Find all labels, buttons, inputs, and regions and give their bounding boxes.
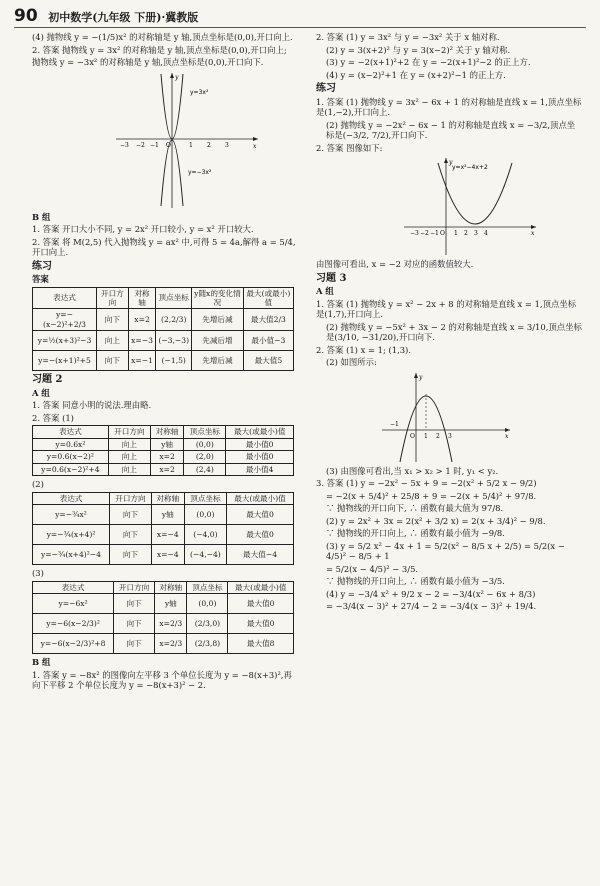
tick-label: 1 [189, 141, 193, 149]
table-cell: 最大值0 [228, 614, 294, 634]
answer-line: (3) 由图像可看出,当 x₁ > x₂ > 1 时, y₁ < y₂. [326, 465, 499, 476]
table-cell: 最大值0 [227, 505, 294, 525]
answer-line: = −2(x + 5/4)² + 25/8 + 9 = −2(x + 5/4)² + 97/8. [326, 490, 537, 501]
practice-table [32, 287, 294, 372]
right-column [316, 32, 582, 614]
section-heading: 习题 2 [32, 374, 63, 386]
table-cell: 向下 [97, 309, 129, 331]
answer-line: 1. 答案 开口大小不同, y = 2x² 开口较小, y = x² 开口较大. [32, 224, 254, 234]
table-cell: x=2/3 [155, 614, 187, 634]
table-cell: x=2 [128, 309, 156, 331]
table-header: 开口方向 [97, 287, 129, 309]
left-column [32, 32, 297, 693]
tick-label: −3 [410, 230, 419, 237]
table-cell: (0,0) [184, 438, 226, 450]
table-header: 表达式 [33, 426, 109, 438]
group-heading: B 组 [32, 211, 51, 222]
table-cell: y=−(x+1)²+5 [33, 351, 97, 371]
table-cell: 向下 [110, 545, 152, 565]
table-cell: (−3,−3) [156, 331, 192, 351]
table-cell: y轴 [151, 505, 184, 525]
answer-line: = −3/4(x − 3)² + 27/4 − 2 = −3/4(x − 3)² + 19/4. [326, 601, 537, 611]
tick-label: 3 [225, 141, 229, 149]
table-cell: y=−6x² [33, 594, 114, 614]
answer-line: 2. 答案 将 M(2,5) 代入抛物线 y = ax² 中,可得 5 = 4a,解得 a = 5/4,开口向上. [32, 236, 296, 257]
table-header-row [33, 492, 294, 504]
parabola-graph-1 [400, 155, 540, 259]
table-cell: 向下 [97, 351, 129, 371]
answer-line: (4) 抛物线 y = −(1/5)x² 的对称轴是 y 轴,顶点坐标是(0,0),开口向上. [32, 32, 293, 42]
table-cell: 向上 [108, 463, 150, 475]
table-cell: y=0.6x² [33, 438, 109, 450]
table-row [33, 438, 294, 450]
table-header: 顶点坐标 [184, 492, 226, 504]
table-cell: x=−3 [128, 331, 156, 351]
answer-line: (2) 如图所示: [326, 357, 377, 367]
tick-label: −3 [120, 141, 129, 149]
table-row [33, 451, 294, 463]
tick-label: −2 [136, 141, 145, 149]
tick-label: −1 [430, 230, 439, 237]
table-cell: x=−4 [151, 545, 184, 565]
table-cell: (2/3,8) [187, 634, 228, 654]
answer-line: 2. 答案 (1) x = 1; (1,3). [316, 344, 411, 355]
table-cell: (2/3,0) [187, 614, 228, 634]
table-cell: y=−¾(x+4)² [33, 525, 110, 545]
page-number: 90 [14, 6, 38, 26]
curve-label-top: y=3x² [190, 88, 209, 96]
answer-line: 2. 答案 (1) y = 3x² 与 y = −3x² 关于 x 轴对称. [316, 32, 500, 42]
table-cell: 最大值0 [228, 594, 294, 614]
parabola-graph-2 [376, 370, 516, 466]
answer-line: (2) y = 2x² + 3x = 2(x² + 3/2 x) = 2(x + 3/4)² − 9/8. [326, 515, 546, 526]
subpart-label: (3) [32, 568, 44, 579]
answer-line: 1. 答案 (1) 抛物线 y = x² − 2x + 8 的对称轴是直线 x = 1,顶点坐标是(1,7),开口向上. [316, 298, 577, 319]
section-heading: 习题 3 [316, 272, 347, 284]
table-cell: 最小值0 [226, 451, 294, 463]
tick-label: 2 [436, 432, 440, 440]
answer-line: 1. 答案 同意小明的说法.理由略. [32, 400, 152, 411]
table-cell: 最小值−3 [243, 331, 293, 351]
table-header: y随x的变化情况 [192, 287, 244, 309]
book-title: 初中数学(九年级 下册)·冀教版 [48, 11, 199, 24]
table-header: 对称轴 [155, 581, 187, 593]
exercise-table-1 [32, 425, 294, 476]
answer-line: 抛物线 y = −3x² 的对称轴是 y 轴,顶点坐标是(0,0),开口向下. [32, 57, 264, 67]
table-cell: 最大值−4 [227, 545, 294, 565]
table-cell: x=−4 [151, 525, 184, 545]
table-cell: 最大值0 [227, 525, 294, 545]
page-header [14, 6, 198, 27]
tick-label: −2 [420, 230, 429, 237]
y-axis-label: y [175, 73, 179, 81]
table-cell: (−4,−4) [184, 545, 226, 565]
table-cell: 最大值2/3 [243, 309, 293, 331]
exercise-table-2 [32, 492, 294, 565]
x-axis-label: x [531, 230, 535, 237]
table-header-row [33, 581, 294, 593]
origin-label: O [410, 432, 415, 440]
table-cell: 最小值0 [226, 438, 294, 450]
answer-line: (2) 抛物线 y = −2x² − 6x − 1 的对称轴是直线 x = −3/2,顶点坐标是(−3/2, 7/2),开口向下. [326, 119, 576, 140]
table-cell: 最大值8 [228, 634, 294, 654]
answer-line: 3. 答案 (1) y = −2x² − 5x + 9 = −2(x² + 5/2 x − 9/2) [316, 478, 537, 488]
table-header: 对称轴 [151, 492, 184, 504]
answer-line: 1. 答案 y = −8x² 的图像向左平移 3 个单位长度为 y = −8(x+3)²,再向下平移 2 个单位长度为 y = −8(x+3)² − 2. [32, 669, 292, 691]
table-header: 最大(或最小)值 [226, 426, 294, 438]
table-cell: (2,4) [184, 463, 226, 475]
table-cell: 向下 [110, 525, 152, 545]
table-header: 开口方向 [114, 581, 155, 593]
answer-line: = 5/2(x − 4/5)² − 3/5. [326, 563, 419, 574]
table-cell: 向上 [108, 438, 150, 450]
table-header: 表达式 [33, 581, 114, 593]
tick-label: 2 [207, 141, 211, 149]
table-header-row [33, 287, 294, 309]
table-cell: 向上 [97, 331, 129, 351]
table-row [33, 594, 294, 614]
tick-label: 4 [484, 230, 488, 237]
table-cell: (2,2/3) [156, 309, 192, 331]
answer-line: 1. 答案 (1) 抛物线 y = 3x² − 6x + 1 的对称轴是直线 x = 1,顶点坐标是(1,−2),开口向上. [316, 96, 582, 117]
answer-line: (4) y = −3/4 x² + 9/2 x − 2 = −3/4(x² − 6x + 8/3) [326, 588, 536, 599]
table-cell: y=0.6(x−2)² [33, 451, 109, 463]
table-cell: y轴 [151, 438, 184, 450]
table-cell: (0,0) [187, 594, 228, 614]
table-cell: x=2 [151, 463, 184, 475]
table-cell: (−4,0) [184, 525, 226, 545]
table-cell: (0,0) [184, 505, 226, 525]
answer-line: ∵ 抛物线的开口向上, ∴ 函数有最小值为 −3/5. [326, 576, 505, 586]
table-cell: y=−¾x² [33, 505, 110, 525]
tick-label: 3 [448, 432, 452, 440]
tick-label: 1 [424, 432, 428, 440]
table-row [33, 505, 294, 525]
table-row [33, 309, 294, 331]
answer-label: 答案 [32, 274, 49, 284]
table-row [33, 525, 294, 545]
origin-label: O [440, 230, 445, 237]
table-header: 最大(或最小)值 [227, 492, 294, 504]
y-axis-label: y [449, 159, 453, 166]
table-header: 顶点坐标 [187, 581, 228, 593]
table-cell: y=−6(x−2/3)² [33, 614, 114, 634]
tick-label: 3 [474, 230, 478, 237]
curve-label-bottom: y=−3x² [188, 168, 212, 176]
table-row [33, 463, 294, 475]
table-header: 对称轴 [128, 287, 156, 309]
table-header-row [33, 426, 294, 438]
table-cell: 向下 [114, 594, 155, 614]
table-cell: y=−¾(x+4)²−4 [33, 545, 110, 565]
table-row [33, 614, 294, 634]
curve-label: y=x²−4x+2 [452, 164, 488, 171]
header-divider [14, 27, 586, 28]
table-cell: x=2 [151, 451, 184, 463]
answer-line: (2) 抛物线 y = −5x² + 3x − 2 的对称轴是直线 x = 3/10,顶点坐标是(3/10, −31/20),开口向下. [326, 321, 582, 342]
table-cell: 最小值4 [226, 463, 294, 475]
answer-line: (2) y = 3(x+2)² 与 y = 3(x−2)² 关于 y 轴对称. [326, 44, 511, 55]
answer-line: 2. 答案 抛物线 y = 3x² 的对称轴是 y 轴,顶点坐标是(0,0),开口向上; [32, 44, 287, 55]
table-header: 顶点坐标 [184, 426, 226, 438]
table-row [33, 351, 294, 371]
y-axis-label: y [419, 373, 423, 381]
answer-line: (3) y = −2(x+1)²+2 在 y = −2(x+1)²−2 的正上方. [326, 57, 531, 67]
table-cell: x=−1 [128, 351, 156, 371]
answer-line: (4) y = (x−2)²+1 在 y = (x+2)²−1 的正上方. [326, 69, 506, 80]
answer-line: 由图像可看出, x = −2 对应的函数值较大. [316, 259, 474, 269]
table-cell: y轴 [155, 594, 187, 614]
table-row [33, 331, 294, 351]
table-cell: 先减后增 [192, 331, 244, 351]
section-heading: 练习 [32, 260, 52, 272]
table-header: 开口方向 [108, 426, 150, 438]
tick-label: 1 [454, 230, 458, 237]
parabola-graph [112, 70, 262, 212]
x-axis-label: x [505, 432, 509, 440]
table-cell: 向下 [114, 634, 155, 654]
table-cell: 最大值5 [243, 351, 293, 371]
table-header: 表达式 [33, 287, 97, 309]
table-header: 表达式 [33, 492, 110, 504]
group-heading: A 组 [316, 286, 334, 296]
table-cell: 向上 [108, 451, 150, 463]
table-row [33, 634, 294, 654]
table-header: 顶点坐标 [156, 287, 192, 309]
subpart-label: (2) [32, 479, 44, 490]
answer-line: 2. 答案 (1) [32, 412, 74, 423]
tick-label: 2 [464, 230, 468, 237]
x-axis-label: x [253, 142, 257, 150]
answer-line: 2. 答案 图像如下: [316, 142, 383, 153]
table-cell: y=−6(x−2/3)²+8 [33, 634, 114, 654]
origin-label: O [166, 141, 171, 149]
table-cell: x=2/3 [155, 634, 187, 654]
table-cell: y=0.6(x−2)²+4 [33, 463, 109, 475]
table-header: 对称轴 [151, 426, 184, 438]
table-cell: (−1,5) [156, 351, 192, 371]
answer-line: ∵ 抛物线的开口向上, ∴ 函数有最小值为 −9/8. [326, 528, 505, 538]
table-header: 开口方向 [110, 492, 152, 504]
table-row [33, 545, 294, 565]
table-header: 最大(或最小)值 [228, 581, 294, 593]
exercise-table-3 [32, 581, 294, 654]
tick-label: −1 [390, 420, 399, 428]
table-cell: 向下 [114, 614, 155, 634]
answer-line: (3) y = 5/2 x² − 4x + 1 = 5/2(x² − 8/5 x + 2/5) = 5/2(x − 4/5)² − 8/5 + 1 [326, 540, 565, 561]
tick-label: −1 [150, 141, 159, 149]
table-cell: y=−(x−2)²+2/3 [33, 309, 97, 331]
answer-line: ∵ 抛物线的开口向下, ∴ 函数有最大值为 97/8. [326, 503, 504, 513]
table-cell: (2,0) [184, 451, 226, 463]
table-cell: y=½(x+3)²−3 [33, 331, 97, 351]
table-header: 最大(或最小)值 [243, 287, 293, 309]
group-heading: B 组 [32, 657, 51, 668]
table-cell: 先增后减 [192, 309, 244, 331]
table-cell: 先增后减 [192, 351, 244, 371]
section-heading: 练习 [316, 83, 336, 94]
table-cell: 向下 [110, 505, 152, 525]
group-heading: A 组 [32, 387, 50, 398]
